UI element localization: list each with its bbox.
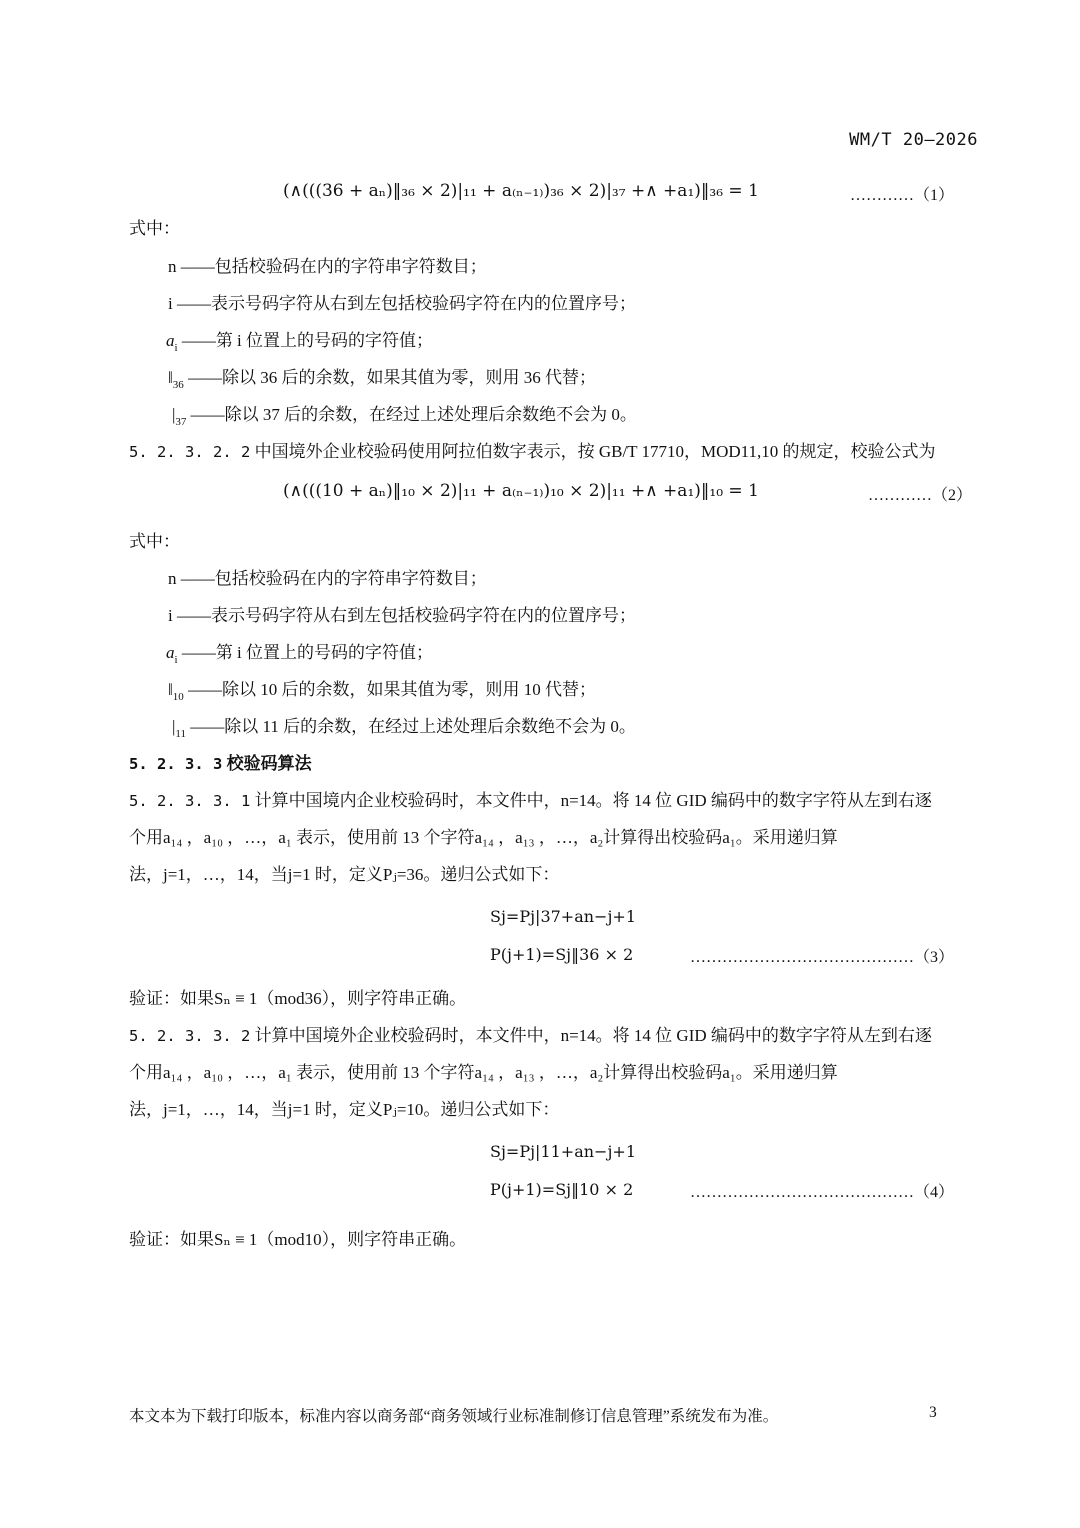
formula-4-label: ……………………………………（4） — [690, 1184, 955, 1201]
paragraph-line: 法，j=1，…，14，当j=1 时，定义Pⱼ=36。递归公式如下： — [129, 865, 560, 884]
def-symbol: a — [166, 331, 175, 350]
def-subscript: 36 — [172, 379, 184, 391]
def-ai-2 — [166, 642, 433, 671]
def-symbol: n — [168, 569, 177, 588]
def-symbol: i — [168, 606, 173, 625]
def-i-2 — [168, 605, 636, 627]
def-text: ——第 i 位置上的号码的字符值； — [181, 643, 434, 662]
def-subscript: i — [174, 654, 178, 666]
def-mod37 — [172, 404, 637, 433]
def-text: ——除以 10 后的余数，如果其值为零，则用 10 代替； — [188, 680, 597, 699]
paragraph-line: 个用a₁₄ ，a₁₀ ，…，a₁ 表示，使用前 13 个字符a₁₄ ，a₁₃ ，…，a₂计算得出校验码a₁。采用递归算 — [129, 828, 838, 847]
footer-note: 本文本为下载打印版本，标准内容以商务部“商务领域行业标准制修订信息管理”系统发布为准。 — [129, 1408, 779, 1425]
where-label-2: 式中： — [129, 532, 180, 551]
formula-1: (∧(((36 + aₙ)‖₃₆ × 2)|₁₁ + a₍ₙ₋₁₎)₃₆ × 2)|₃₇ +∧ +a₁)‖₃₆ = 1 — [283, 181, 759, 201]
section-5-2-3-3-2 — [129, 1025, 932, 1047]
def-subscript: i — [174, 342, 178, 354]
section-5-2-3-2-2 — [129, 441, 936, 463]
section-title: 校验码算法 — [226, 754, 312, 773]
section-5-2-3-3-1 — [129, 790, 932, 812]
def-subscript: 11 — [175, 728, 186, 740]
formula-2: (∧(((10 + aₙ)‖₁₀ × 2)|₁₁ + a₍ₙ₋₁₎)₁₀ × 2)|₁₁ +∧ +a₁)‖₁₀ = 1 — [283, 481, 759, 501]
def-text: ——除以 36 后的余数，如果其值为零，则用 36 代替； — [188, 368, 597, 387]
def-text: ——第 i 位置上的号码的字符值； — [181, 331, 434, 350]
def-text: ——除以 37 后的余数，在经过上述处理后余数绝不会为 0。 — [190, 405, 637, 424]
def-n-1 — [168, 256, 487, 278]
paragraph-line: 计算中国境内企业校验码时，本文件中，n=14。将 14 位 GID 编码中的数字字符从左到右逐 — [254, 791, 932, 810]
formula-1-label: …………（1） — [850, 187, 955, 204]
def-i-1 — [168, 293, 636, 315]
def-symbol: ‖ — [168, 368, 173, 387]
verify-line-1: 验证：如果Sₙ ≡ 1（mod36），则字符串正确。 — [129, 989, 467, 1008]
paragraph-line: 计算中国境外企业校验码时，本文件中，n=14。将 14 位 GID 编码中的数字字符从左到右逐 — [254, 1026, 932, 1045]
formula-3-label: ……………………………………（3） — [690, 949, 955, 966]
def-subscript: 10 — [172, 691, 184, 703]
section-number: 5. 2. 3. 2. 2 — [129, 443, 251, 461]
def-symbol: ‖ — [168, 680, 173, 699]
formula-4-line-2: P(j+1)=Sj‖10 × 2 — [490, 1180, 634, 1199]
page-number: 3 — [929, 1404, 937, 1421]
def-symbol: | — [172, 717, 176, 736]
def-symbol: | — [172, 405, 176, 424]
section-text: 中国境外企业校验码使用阿拉伯数字表示，按 GB/T 17710，MOD11,10 的规定，校验公式为 — [254, 442, 936, 461]
section-5-2-3-3 — [129, 753, 312, 775]
section-number: 5. 2. 3. 3 — [129, 755, 223, 773]
def-mod11 — [172, 716, 636, 745]
formula-3-line-1: Sj=Pj|37+an−j+1 — [490, 907, 637, 926]
paragraph-line: 法，j=1，…，14，当j=1 时，定义Pⱼ=10。递归公式如下： — [129, 1100, 560, 1119]
formula-2-label: …………（2） — [868, 487, 973, 504]
def-ai-1 — [166, 330, 433, 359]
def-symbol: i — [168, 294, 173, 313]
section-number: 5. 2. 3. 3. 2 — [129, 1027, 251, 1045]
def-text: ——包括校验码在内的字符串字符数目； — [180, 569, 487, 588]
section-number: 5. 2. 3. 3. 1 — [129, 792, 251, 810]
def-mod36 — [168, 367, 596, 396]
where-label-1: 式中： — [129, 219, 180, 238]
def-mod10 — [168, 679, 596, 708]
formula-3-line-2: P(j+1)=Sj‖36 × 2 — [490, 945, 634, 964]
def-symbol: a — [166, 643, 175, 662]
def-text: ——包括校验码在内的字符串字符数目； — [180, 257, 487, 276]
verify-line-2: 验证：如果Sₙ ≡ 1（mod10），则字符串正确。 — [129, 1230, 467, 1249]
def-text: ——除以 11 后的余数，在经过上述处理后余数绝不会为 0。 — [190, 717, 636, 736]
paragraph-line: 个用a₁₄ ，a₁₀ ，…，a₁ 表示，使用前 13 个字符a₁₄ ，a₁₃ ，…，a₂计算得出校验码a₁。采用递归算 — [129, 1063, 838, 1082]
def-symbol: n — [168, 257, 177, 276]
formula-4-line-1: Sj=Pj|11+an−j+1 — [490, 1142, 637, 1161]
def-text: ——表示号码字符从右到左包括校验码字符在内的位置序号； — [176, 294, 636, 313]
def-subscript: 37 — [175, 416, 187, 428]
def-n-2 — [168, 568, 487, 590]
def-text: ——表示号码字符从右到左包括校验码字符在内的位置序号； — [176, 606, 636, 625]
document-code: WM/T 20—2026 — [849, 130, 978, 150]
